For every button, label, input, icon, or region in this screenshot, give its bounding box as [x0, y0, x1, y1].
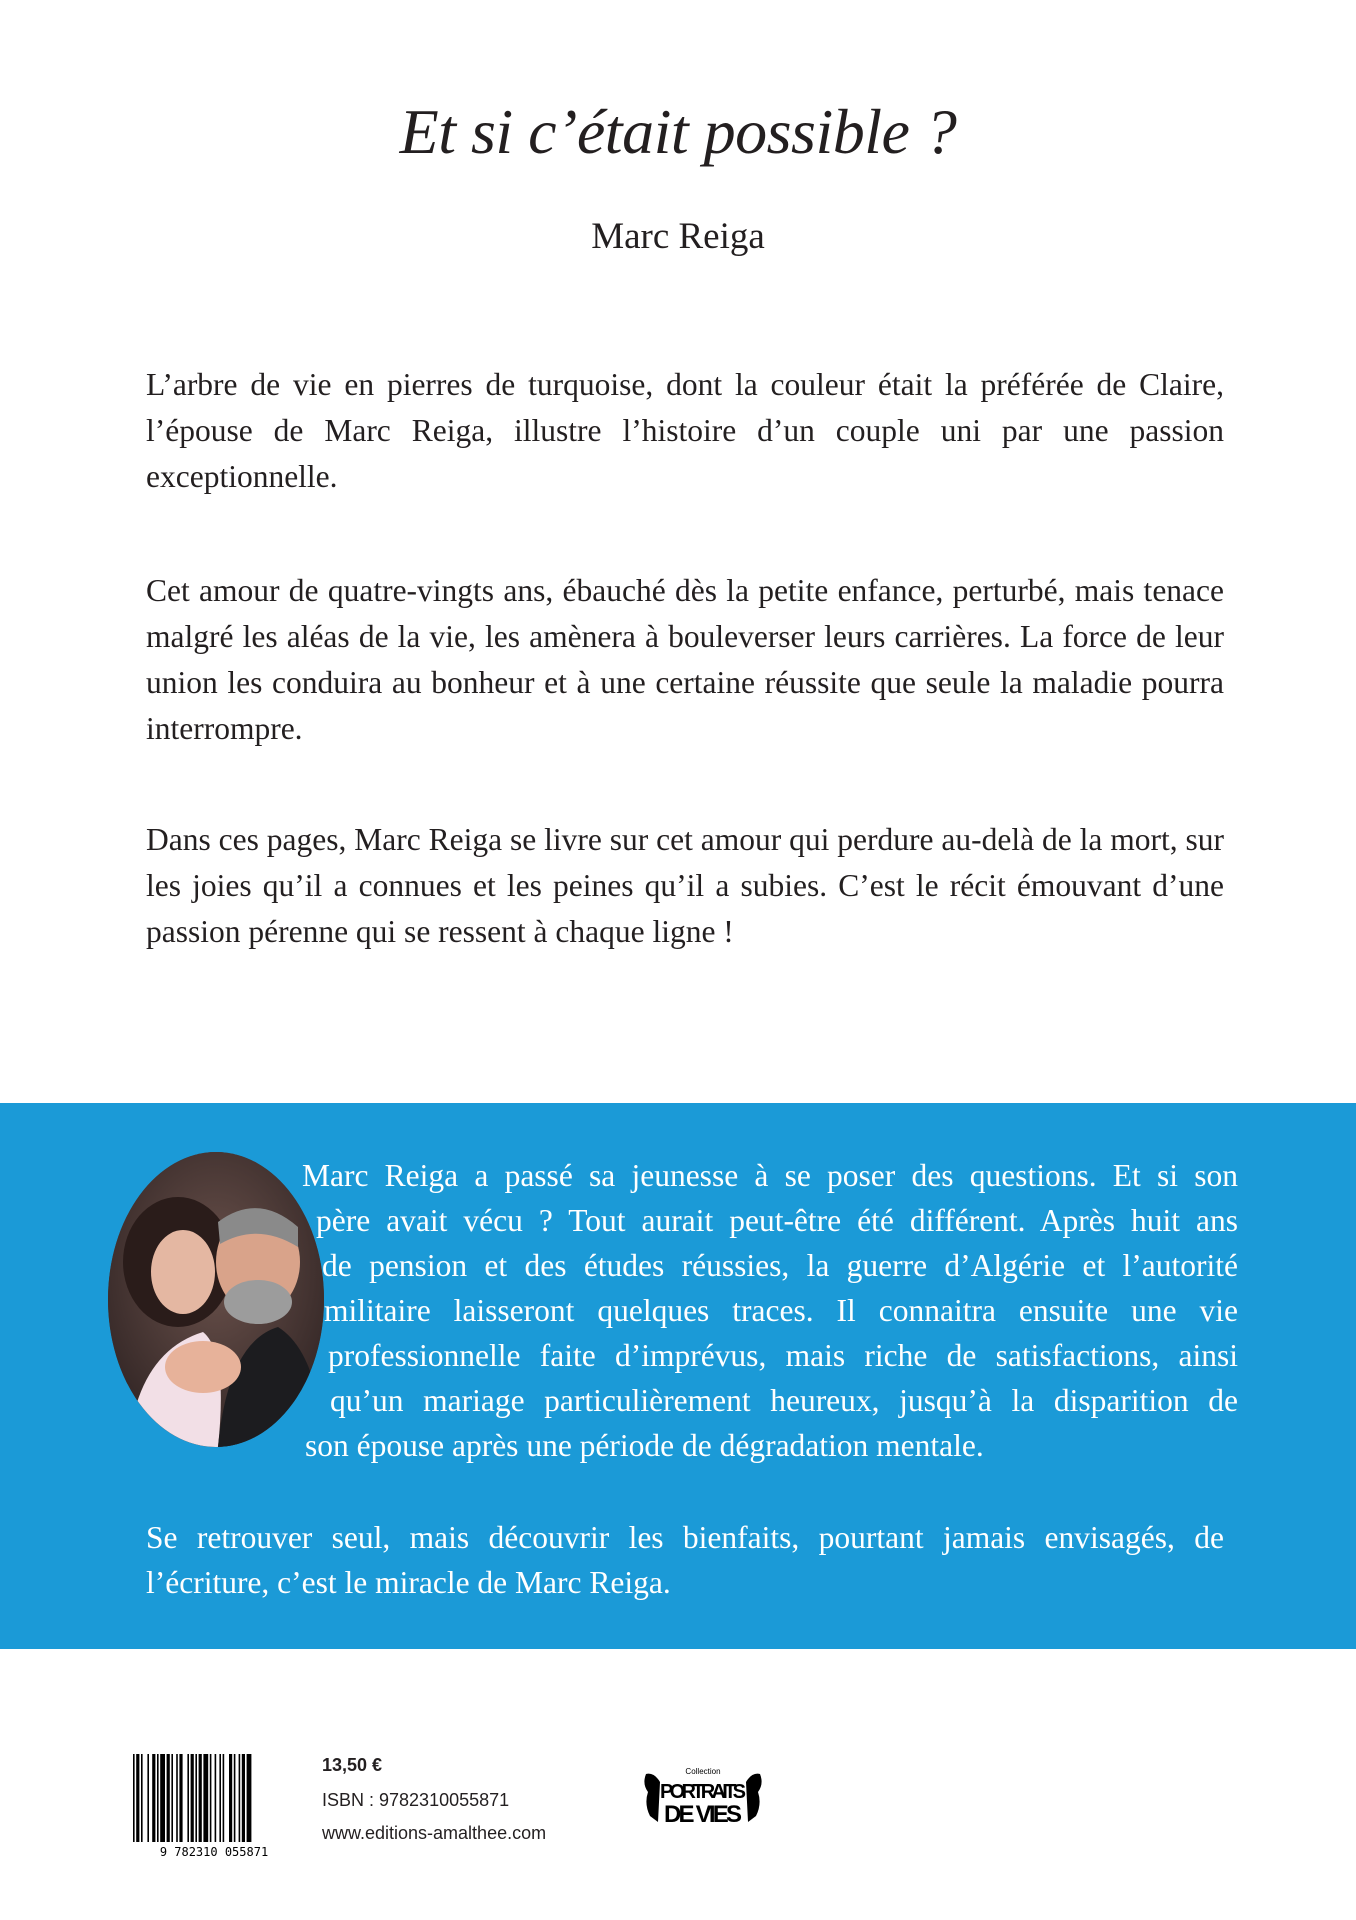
- barcode-bar: [239, 1754, 241, 1842]
- bio-line: son épouse après une période de dégradation mentale.: [305, 1428, 984, 1463]
- barcode-bar: [179, 1754, 182, 1842]
- price: 13,50 €: [322, 1755, 383, 1775]
- barcode-bar: [234, 1754, 236, 1842]
- synopsis-paragraph-1: L’arbre de vie en pierres de turquoise, dont la couleur était la préférée de Claire, l’épouse de Marc Reiga, illustre l’histoire d’un couple uni par une passion exceptionnelle.: [146, 367, 1224, 494]
- bio-closing-paragraph: Se retrouver seul, mais découvrir les bienfaits, pourtant jamais envisagés, de l’écriture, c’est le miracle de Marc Reiga.: [146, 1520, 1224, 1600]
- barcode-bar: [167, 1754, 170, 1842]
- logo-line-1: PORTRAITS: [660, 1781, 746, 1803]
- barcode-bar: [215, 1754, 217, 1842]
- synopsis-paragraph-3: Dans ces pages, Marc Reiga se livre sur cet amour qui perdure au-delà de la mort, sur les joies qu’il a connues et les peines qu’il a subies. C’est le récit émouvant d’une passion pérenne qui se ressent à chaque ligne !: [146, 822, 1224, 949]
- bio-line: qu’un mariage particulièrement heureux, jusqu’à la disparition de: [330, 1383, 1238, 1418]
- barcode-bar: [199, 1754, 202, 1842]
- barcode-bar: [187, 1754, 189, 1842]
- isbn: ISBN : 9782310055871: [322, 1790, 510, 1810]
- barcode-bar: [160, 1754, 165, 1842]
- isbn-barcode: [129, 1752, 299, 1858]
- logo-collection-label: Collection: [685, 1767, 721, 1776]
- barcode-bar: [152, 1754, 155, 1842]
- synopsis-paragraph-2: Cet amour de quatre-vingts ans, ébauché dès la petite enfance, perturbé, mais tenace malgré les aléas de la vie, les amènera à bouleverser leurs carrières. La force de leur union les conduira au bonheur et à une certaine réussite que seule la maladie pourra interrompre.: [146, 573, 1224, 746]
- barcode-bar: [203, 1754, 208, 1842]
- barcode-bar: [195, 1754, 197, 1842]
- bio-line: Marc Reiga a passé sa jeunesse à se poser des questions. Et si son: [302, 1158, 1238, 1193]
- barcode-bar: [247, 1754, 252, 1842]
- author-biography: [0, 1153, 1356, 1468]
- barcode-bar: [157, 1754, 159, 1842]
- barcode-bar: [229, 1754, 232, 1842]
- author-name: Marc Reiga: [591, 216, 765, 257]
- book-title: Et si c’était possible ?: [399, 96, 957, 167]
- barcode-bar: [136, 1754, 139, 1842]
- barcode-bar: [191, 1754, 194, 1842]
- bio-line: père avait vécu ? Tout aurait peut-être été différent. Après huit ans: [316, 1203, 1238, 1238]
- publisher-website: www.editions-amalthee.com: [322, 1823, 547, 1843]
- logo-line-2: DE VIES: [664, 1801, 742, 1828]
- barcode-number: 9 782310 055871: [159, 1845, 269, 1858]
- barcode-bar: [176, 1754, 178, 1842]
- barcode-bar: [223, 1754, 225, 1842]
- barcode-bar: [210, 1754, 212, 1842]
- bio-line: professionnelle faite d’imprévus, mais riche de satisfactions, ainsi: [328, 1338, 1238, 1373]
- barcode-bar: [242, 1754, 245, 1842]
- barcode-bar: [141, 1754, 143, 1842]
- portraits-de-vies-logo: [640, 1764, 766, 1834]
- barcode-bar: [219, 1754, 221, 1842]
- bio-line: militaire laisseront quelques traces. Il connaitra ensuite une vie: [324, 1293, 1238, 1328]
- barcode-bar: [133, 1754, 135, 1842]
- bio-line: de pension et des études réussies, la guerre d’Algérie et l’autorité: [322, 1248, 1238, 1283]
- barcode-bar: [171, 1754, 173, 1842]
- barcode-bar: [147, 1754, 149, 1842]
